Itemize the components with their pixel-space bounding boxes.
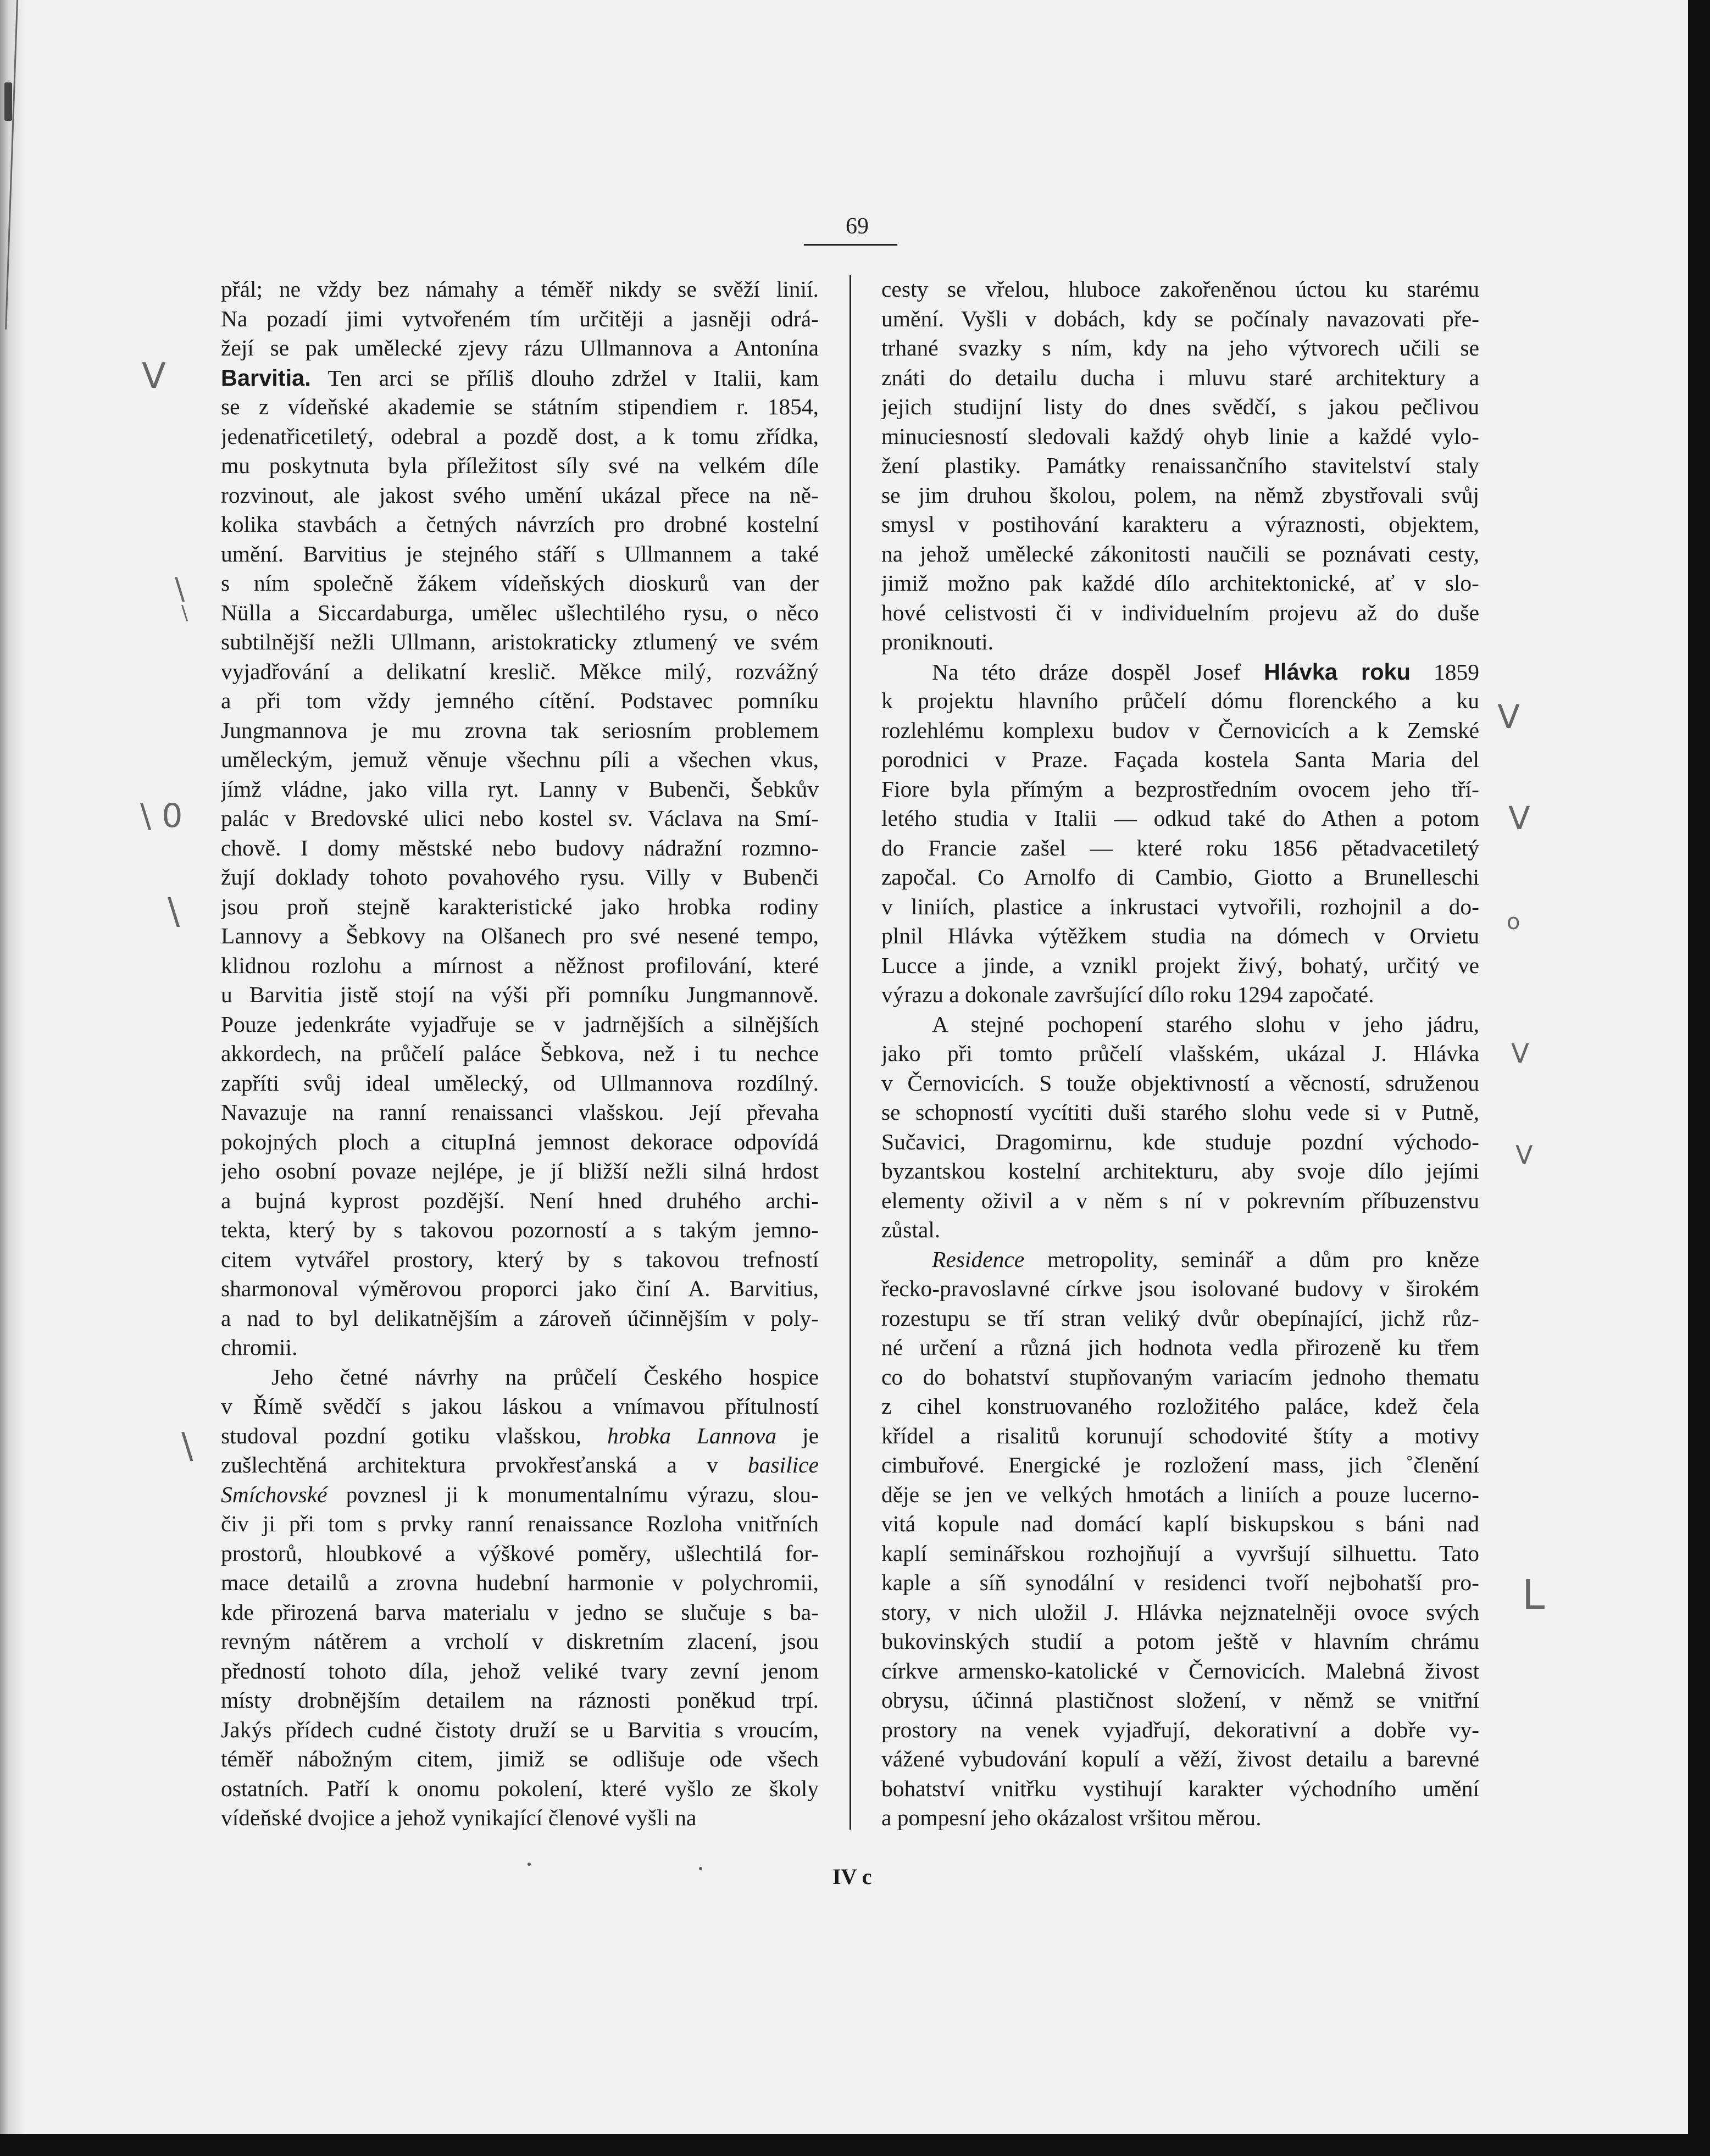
text-line: A stejné pochopení starého slohu v jeho jádru, — [932, 1011, 1479, 1037]
page-number-rule — [804, 244, 897, 246]
text-line: cimbuřové. Energické je rozložení mass, jich ˚členění — [881, 1452, 1479, 1477]
right-text-column — [881, 275, 1479, 1833]
text-line: předností tohoto díla, jehož veliké tvary zevní jenom — [221, 1658, 819, 1683]
text-line: k projektu hlavního průčelí dómu florenckého a ku — [881, 688, 1479, 713]
text-line: započal. Co Arnolfo di Cambio, Giotto a Brunelleschi — [881, 864, 1479, 890]
text-line: řecko-pravoslavné církve jsou isolované budovy v širokém — [881, 1276, 1479, 1301]
text-line: citem vytvářel prostory, který by s takovou trefností — [221, 1246, 819, 1272]
text-line: místy drobnějším detailem na ráznosti poněkud trpí. — [221, 1687, 819, 1713]
text-line: Lannovy a Šebkovy na Olšanech pro své nesené tempo, — [221, 923, 819, 948]
text-line: téměř nábožným citem, jimiž se odlišuje ode všech — [221, 1746, 819, 1771]
margin-pencil-mark: V — [1508, 799, 1530, 837]
margin-pencil-mark: \ — [168, 890, 180, 932]
text-line: se schopností vycítiti duši starého slohu vede si v Putně, — [881, 1099, 1479, 1125]
text-line: byzantskou kostelní architekturu, aby svoje dílo jejími — [881, 1158, 1479, 1183]
margin-pencil-mark: \ — [175, 571, 185, 606]
binding-edge — [0, 0, 25, 2156]
text-line: pokojných ploch a citupIná jemnost dekorace odpovídá — [221, 1129, 819, 1154]
text-line: chově. I domy městské nebo budovy nádražní rozmno- — [221, 835, 819, 860]
text-line: studoval pozdní gotiku vlašskou, hrobka Lannova je — [221, 1422, 819, 1448]
text-line: Barvitia. Ten arci se příliš dlouho zdržel v Italii, kam — [221, 364, 819, 391]
text-line: akkordech, na průčelí paláce Šebkova, než i tu nechce — [221, 1041, 819, 1066]
ink-speck — [699, 1867, 702, 1870]
text-line: rozestupu se tří stran veliký dvůr obepínající, jichž růz- — [881, 1305, 1479, 1331]
text-line: jeho osobní povaze nejlépe, je jí bližší nežli silná hrdost — [221, 1158, 819, 1183]
text-line: ostatních. Patří k onomu pokolení, které vyšlo ze školy — [221, 1775, 819, 1801]
margin-pencil-mark: V — [142, 356, 166, 397]
text-line: žení plastiky. Památky renaissančního stavitelství staly — [881, 453, 1479, 478]
text-line: Fiore byla přímým a bezprostředním ovocem jeho tří- — [881, 776, 1479, 802]
text-line: jsou proň stejně karakteristické jako hrobka rodiny — [221, 893, 819, 919]
text-line: v Římě svědčí s jakou láskou a vnímavou přítulností — [221, 1393, 819, 1419]
scan-border-bottom — [0, 2134, 1710, 2156]
text-line: Jeho četné návrhy na průčelí Českého hospice — [271, 1364, 819, 1390]
text-line: subtilnější nežli Ullmann, aristokraticky ztlumený ve svém — [221, 629, 819, 654]
text-line: se jim druhou školou, polem, na němž zbystřovali svůj — [881, 482, 1479, 508]
emphasized-text: Smíchovské — [221, 1481, 327, 1507]
margin-pencil-mark: o — [1507, 909, 1520, 935]
text-line: obrysu, účinná plastičnost složení, v němž se vnitřní — [881, 1687, 1479, 1713]
text-line: s ním společně žákem vídeňských dioskurů van der — [221, 570, 819, 596]
text-line: chromii. — [221, 1335, 298, 1360]
text-line: a bujná kyprost pozdější. Není hned druhého archi- — [221, 1187, 819, 1213]
text-line: přál; ne vždy bez námahy a téměř nikdy se svěží linií. — [221, 276, 819, 302]
text-line: smysl v postihování karakteru a výraznosti, objektem, — [881, 512, 1479, 537]
binding-mark — [4, 82, 12, 121]
text-line: story, v nich uložil J. Hlávka nejznatelněji ovoce svých — [881, 1599, 1479, 1625]
text-line: kolika stavbách a četných návrzích pro drobné kostelní — [221, 512, 819, 537]
margin-pencil-mark: V — [1515, 1140, 1533, 1170]
text-line: hové celistvosti či v individuelním projevu až do duše — [881, 599, 1479, 625]
text-line: porodnici v Praze. Façada kostela Santa Maria del — [881, 747, 1479, 772]
printer-signature: IV c — [832, 1864, 872, 1889]
margin-pencil-mark: V — [1497, 698, 1520, 736]
emphasized-text: hrobka Lannova — [607, 1422, 777, 1448]
text-line: né určení a různá jich hodnota vedla přirozeně ku třem — [881, 1335, 1479, 1360]
text-line: co do bohatství stupňovaným variacím jednoho thematu — [881, 1364, 1479, 1390]
text-line: letého studia v Italii — odkud také do Athen a potom — [881, 805, 1479, 831]
text-line: žují doklady tohoto povahového rysu. Villy v Bubenči — [221, 864, 819, 890]
text-line: z cihel konstruovaného rozložitého paláce, kdež čela — [881, 1393, 1479, 1419]
text-line: sharmonoval výměrovou proporci jako činí A. Barvitius, — [221, 1276, 819, 1301]
text-line: Navazuje na ranní renaissanci vlašskou. Její převaha — [221, 1099, 819, 1125]
margin-pencil-mark: V — [1511, 1038, 1529, 1069]
column-divider — [850, 275, 851, 1830]
text-line: cesty se vřelou, hluboce zakořeněnou úctou ku starému — [881, 276, 1479, 302]
text-line: zušlechtěná architektura prvokřesťanská a v basilice — [221, 1452, 819, 1477]
text-line: a nad to byl delikatnějším a zároveň účinnějším v poly- — [221, 1305, 819, 1331]
text-line: jímž vládne, jako villa ryt. Lanny v Bubenči, Šebkův — [221, 776, 819, 802]
text-line: kaple a síň synodální v residenci tvoří nejbohatší pro- — [881, 1570, 1479, 1595]
text-line: církve armensko-katolické v Černovicích. Malebná živost — [881, 1658, 1479, 1683]
page-number: 69 — [846, 214, 869, 239]
text-line: tekta, který by s takovou pozorností a s takým jemno- — [221, 1217, 819, 1242]
text-line: proniknouti. — [881, 629, 994, 654]
text-line: vyjadřování a delikatní kreslič. Měkce milý, rozvážný — [221, 658, 819, 684]
text-line: do Francie zašel — které roku 1856 pětadvacetiletý — [881, 835, 1479, 860]
text-line: rozvinout, ale jakost svého umění ukázal přece na ně- — [221, 482, 819, 508]
text-line: Residence metropolity, seminář a dům pro kněze — [932, 1246, 1479, 1272]
text-line: žejí se pak umělecké zjevy rázu Ullmannova a Antonína — [221, 335, 819, 360]
text-line: Nülla a Siccardaburga, umělec ušlechtilého rysu, o něco — [221, 599, 819, 625]
text-line: znáti do detailu ducha i mluvu staré architektury a — [881, 364, 1479, 390]
text-line: elementy oživil a v něm s ní v pokrevním příbuzenstvu — [881, 1187, 1479, 1213]
text-line: zapříti svůj ideal umělecký, od Ullmannova rozdílný. — [221, 1070, 819, 1096]
text-line: čiv ji při tom s prvky ranní renaissance Rozloha vnitřních — [221, 1511, 819, 1536]
text-line: v Černovicích. S touže objektivností a věcností, sdruženou — [881, 1070, 1479, 1096]
text-line: uměleckým, jemuž věnuje všechnu píli a všechen vkus, — [221, 747, 819, 772]
left-text-column — [221, 275, 819, 1833]
text-line: Sučavici, Dragomirnu, kde studuje pozdní východo- — [881, 1129, 1479, 1154]
text-line: se z vídeňské akademie se státním stipendiem r. 1854, — [221, 394, 819, 419]
text-line: palác v Bredovské ulici nebo kostel sv. Václava na Smí- — [221, 805, 819, 831]
margin-pencil-mark: L — [1522, 1571, 1545, 1619]
text-line: jimiž možno pak každé dílo architektonické, ať v slo- — [881, 570, 1479, 596]
text-line: umění. Barvitius je stejného stáří s Ullmannem a také — [221, 541, 819, 566]
text-line: prostory na venek vyjadřují, dekorativní a dobře vy- — [881, 1716, 1479, 1742]
text-line: a při tom vždy jemného cítění. Podstavec pomníku — [221, 688, 819, 713]
text-line: minuciesností sledovali každý ohyb linie a každé vylo- — [881, 423, 1479, 449]
emphasized-text: Hlávka roku — [1264, 658, 1411, 685]
text-line: na jehož umělecké zákonitosti naučili se poznávati cesty, — [881, 541, 1479, 566]
emphasized-text: Residence — [932, 1246, 1025, 1272]
text-line: klidnou rozlohu a mírnost a něžnost profilování, které — [221, 952, 819, 978]
margin-pencil-mark: \ 0 — [140, 797, 183, 835]
text-line: Lucce a jinde, a vznikl projekt živý, bohatý, určitý ve — [881, 952, 1479, 978]
text-line: umění. Vyšli v dobách, kdy se počínaly navazovati pře- — [881, 305, 1479, 331]
text-line: Smíchovské povznesl ji k monumentalnímu výrazu, slou- — [221, 1481, 819, 1507]
text-line: Na této dráze dospěl Josef Hlávka roku 1859 — [932, 658, 1479, 685]
scan-border-right — [1688, 0, 1710, 2156]
text-line: bukovinských studií a potom ještě v hlavním chrámu — [881, 1629, 1479, 1654]
text-line: revným nátěrem a vrcholí v diskretním zlacení, jsou — [221, 1629, 819, 1654]
text-line: zůstal. — [881, 1217, 941, 1242]
text-line: v liniích, plastice a inkrustaci vytvořili, rozhojnil a do- — [881, 893, 1479, 919]
text-line: Pouze jedenkráte vyjadřuje se v jadrnějších a silnějších — [221, 1011, 819, 1037]
text-line: vitá kopule nad domácí kaplí biskupskou s báni nad — [881, 1511, 1479, 1536]
margin-pencil-mark: \ — [181, 602, 188, 624]
text-line: křídel a risalitů korunují schodovité štíty a motivy — [881, 1422, 1479, 1448]
text-line: jedenatřicetiletý, odebral a pozdě dost, a k tomu zřídka, — [221, 423, 819, 449]
text-line: Jakýs přídech cudné čistoty druží se u Barvitia s vroucím, — [221, 1716, 819, 1742]
ink-speck — [528, 1863, 531, 1866]
text-line: mu poskytnuta byla příležitost síly své na velkém díle — [221, 453, 819, 478]
text-line: u Barvitia jistě stojí na výši při pomníku Jungmannově. — [221, 982, 819, 1007]
emphasized-text: Barvitia. — [221, 364, 311, 391]
text-line: děje se jen ve velkých hmotách a liniích a pouze lucerno- — [881, 1481, 1479, 1507]
text-line: mace detailů a zrovna hudební harmonie v polychromii, — [221, 1570, 819, 1595]
text-line: vážené vybudování kopulí a věží, živost detailu a barevné — [881, 1746, 1479, 1771]
emphasized-text: basilice — [747, 1452, 819, 1477]
text-line: rozlehlému komplexu budov v Černovicích a k Zemské — [881, 717, 1479, 743]
margin-pencil-mark: \ — [181, 1426, 193, 1466]
text-line: bohatství vnitřku vystihují karakter východního umění — [881, 1775, 1479, 1801]
text-line: plnil Hlávka výtěžkem studia na dómech v Orvietu — [881, 923, 1479, 948]
text-line: kde přirozená barva materialu v jedno se slučuje s ba- — [221, 1599, 819, 1625]
text-line: vídeňské dvojice a jehož vynikající členové vyšli na — [221, 1805, 697, 1830]
text-line: prostorů, hloubkové a výškové poměry, ušlechtilá for- — [221, 1540, 819, 1566]
text-line: kaplí seminářskou rozhojňují a vyvršují silhuettu. Tato — [881, 1540, 1479, 1566]
text-line: a pompesní jeho okázalost vršitou měrou. — [881, 1805, 1262, 1830]
text-line: jejich studijní listy do dnes svědčí, s jakou pečlivou — [881, 394, 1479, 419]
text-line: jako při tomto průčelí vlašském, ukázal J. Hlávka — [881, 1041, 1479, 1066]
text-line: Jungmannova je mu zrovna tak seriosním problemem — [221, 717, 819, 743]
text-line: výrazu a dokonale završující dílo roku 1294 započaté. — [881, 982, 1374, 1007]
text-line: Na pozadí jimi vytvořeném tím určitěji a jasněji odrá- — [221, 305, 819, 331]
text-line: trhané svazky s ním, kdy na jeho výtvorech učili se — [881, 335, 1479, 360]
